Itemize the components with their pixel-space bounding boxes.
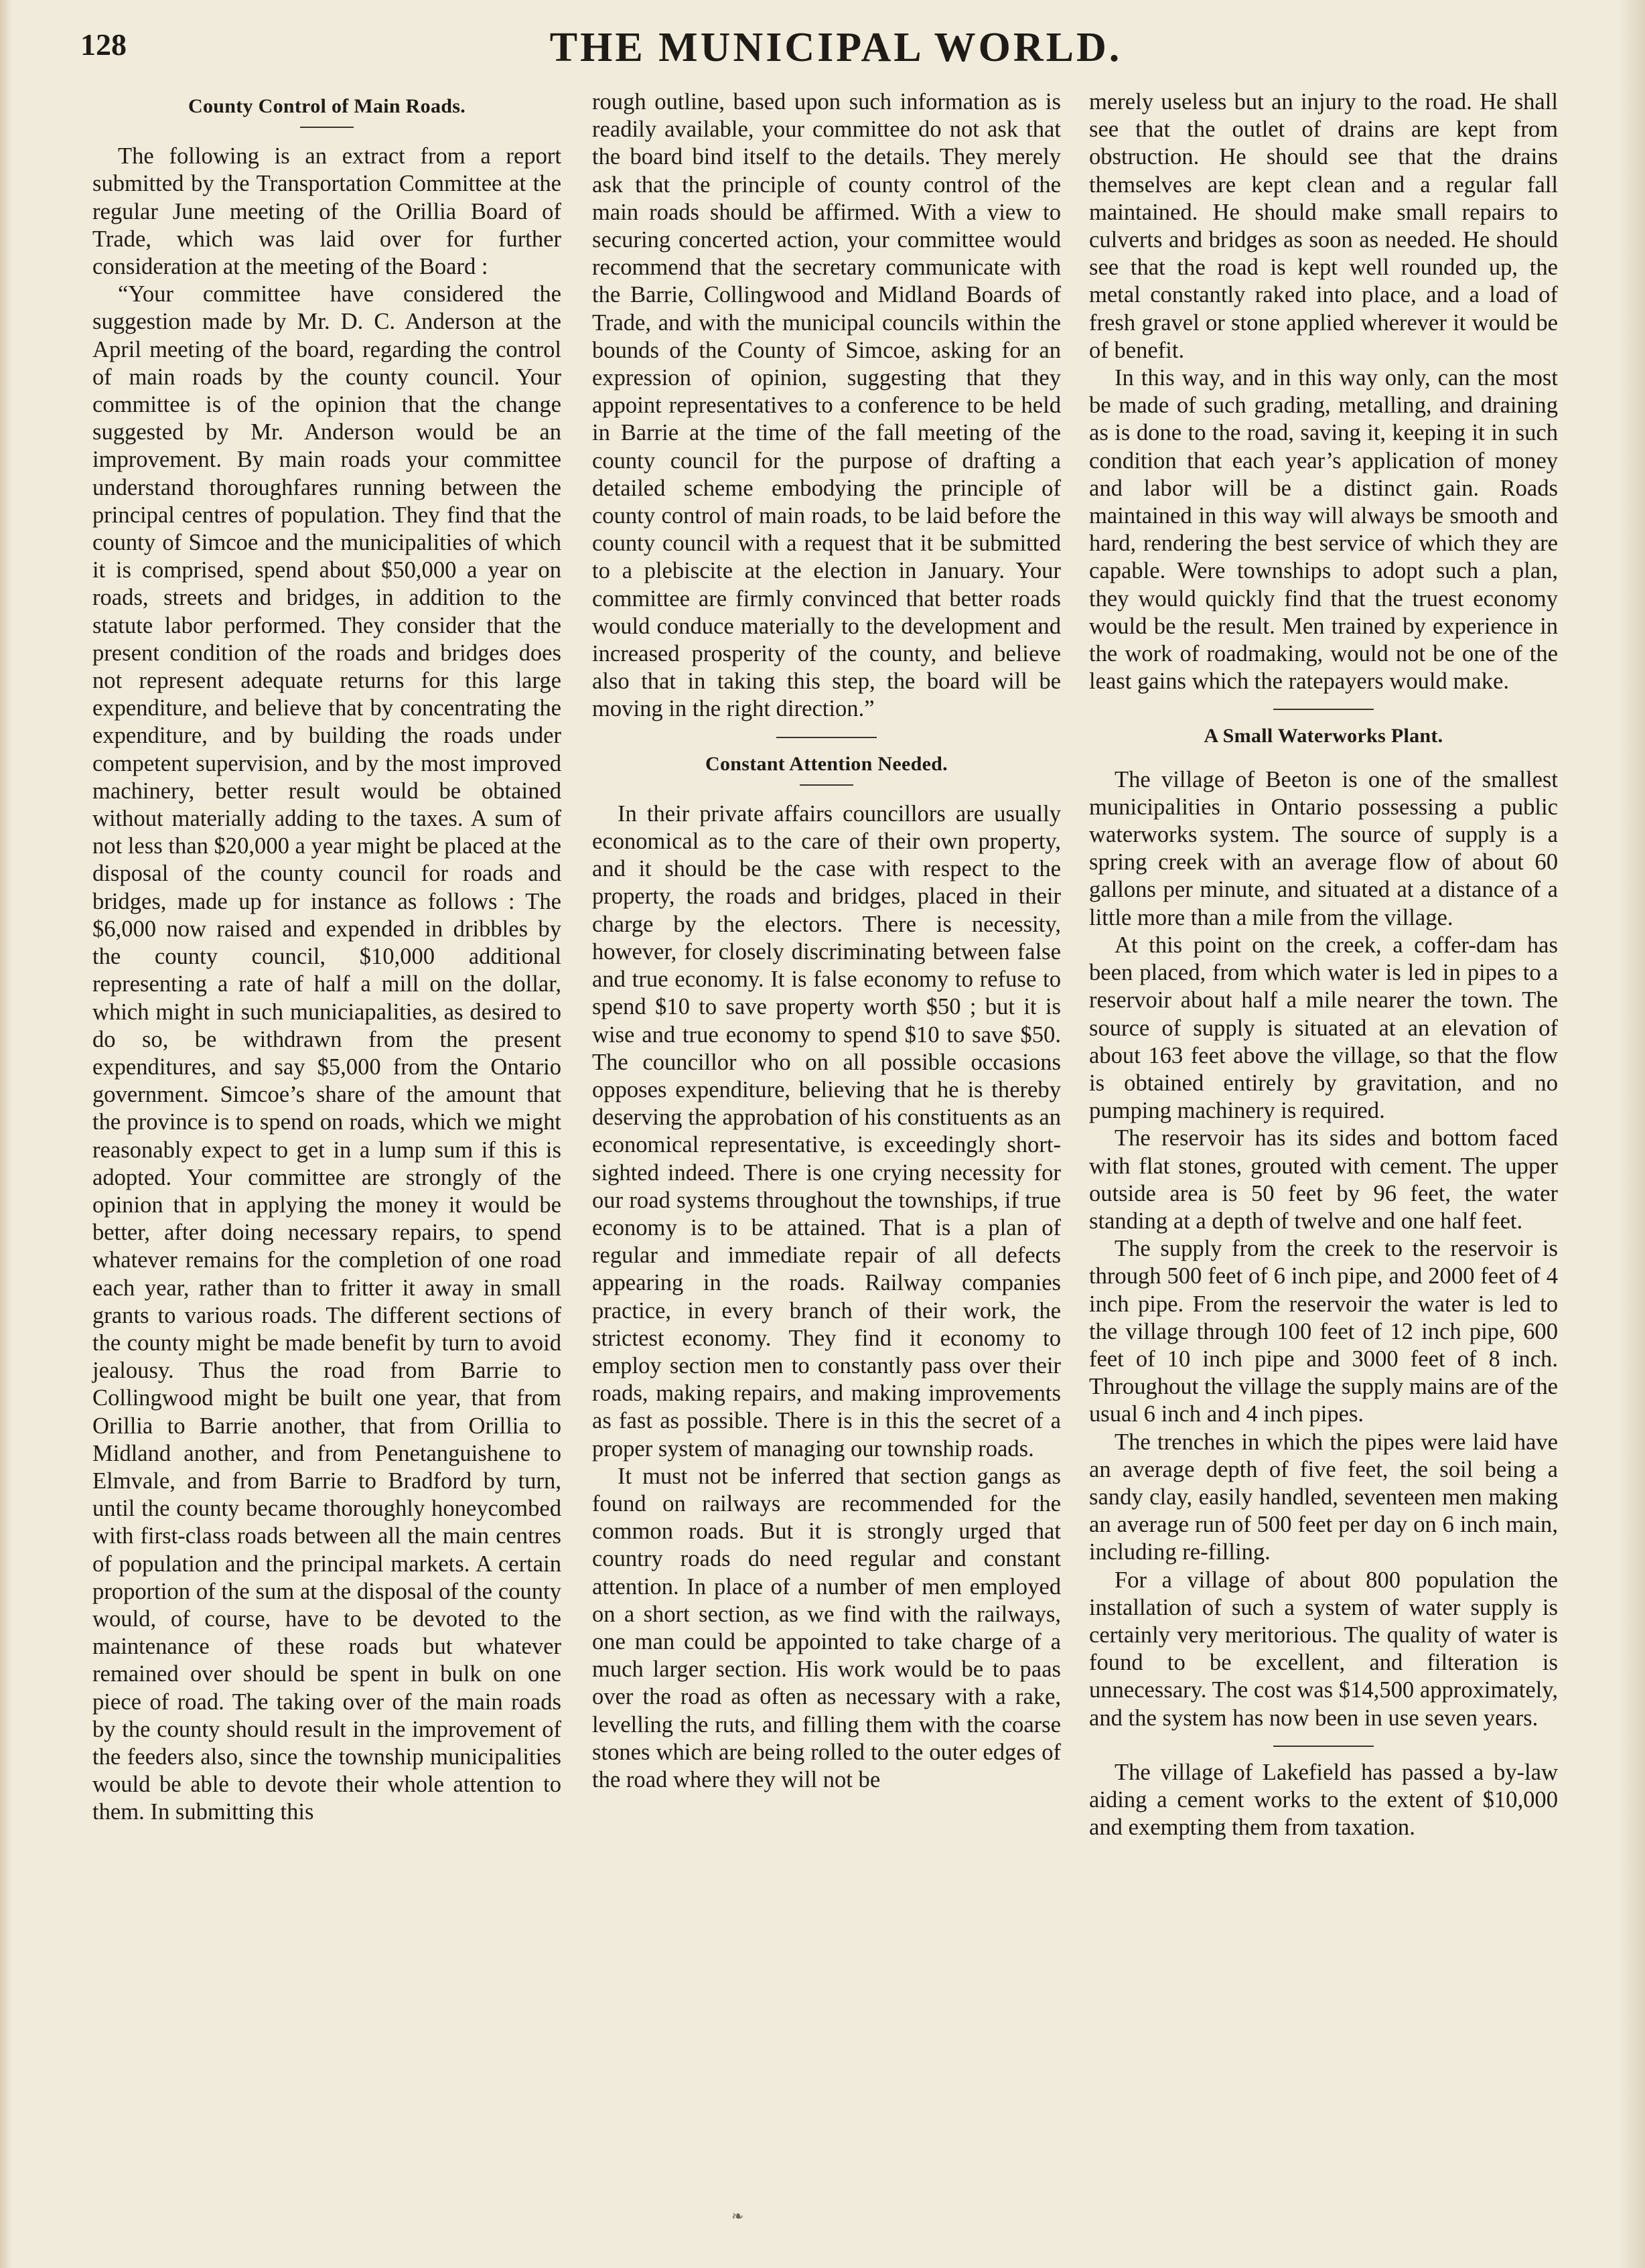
spacer xyxy=(1089,757,1558,766)
article-paragraph: The village of Lakefield has passed a by-law aiding a cement works to the extent of $10,000 and exempting them from taxation. xyxy=(1089,1759,1558,1841)
article-paragraph: rough outline, based upon such information as is readily available, your committee do not ask that the board bind itself to the details. They merely ask that the principle of county control of the main roads should be affirmed. With a view to securing concerted action, your committee would recommend that the secretary communicate with the Barrie, Collingwood and Midland Boards of Trade, and with the municipal councils within the bounds of the County of Simcoe, asking for an expression of opinion, suggesting that they appoint representatives to a conference to be held in Barrie at the time of the fall meeting of the county council for the purpose of drafting a detailed scheme embodying the principle of county control of main roads, to be laid before the county council with a request that it be submitted to a plebiscite at the election in January. Your committee are firmly convinced that better roads would conduce materially to the development and increased prosperity of the county, and believe also that in taking this step, the board will be moving in the right direction.” xyxy=(592,89,1061,722)
article-paragraph: The following is an extract from a report submitted by the Transportation Committee at the regular June meeting of the Orillia Board of Trade, which was laid over for further consideration at the meeting of the Board : xyxy=(92,143,561,280)
printer-ornament-icon: ❧ xyxy=(731,2208,744,2224)
section-divider xyxy=(1273,1746,1374,1747)
article-paragraph: The reservoir has its sides and bottom faced with flat stones, grouted with cement. The upper outside area is 50 feet by 96 feet, the water standing at a depth of twelve and one half feet. xyxy=(1089,1125,1558,1234)
masthead-title: THE MUNICIPAL WORLD. xyxy=(549,25,1123,70)
heading-rule xyxy=(300,127,354,128)
article-paragraph: At this point on the creek, a coffer-dam has been placed, from which water is led in pipes to a reservoir about half a mile nearer the town. The source of supply is situated at an elevation of about 163 feet above the village, so that the flow is obtained entirely by gravitation, and no pumping machinery is required. xyxy=(1089,932,1558,1124)
article-paragraph: In this way, and in this way only, can the most be made of such grading, metalling, and draining as is done to the road, saving it, keeping it in such condition that each year’s application of money and labor will be a distinct gain. Roads maintained in this way will always be smooth and hard, rendering the best service of which they are capable. Were townships to adopt such a plan, they would quickly find that the truest economy would be the result. Men trained by experience in the work of roadmaking, would not be one of the least gains which the ratepayers would make. xyxy=(1089,365,1558,695)
page-number: 128 xyxy=(80,27,127,62)
article-heading-waterworks: A Small Waterworks Plant. xyxy=(1204,725,1443,748)
article-paragraph: It must not be inferred that section gangs as found on railways are recommended for the common roads. But it is strongly urged that country roads do need regular and constant attention. In place of a number of men employed on a short section, as we find with the railways, one man could be appointed to take charge of a much larger section. His work would be to paas over the road as often as necessary with a rake, levelling the ruts, and filling them with the coarse stones which are being rolled to the outer edges of the road where they will not be xyxy=(592,1463,1061,1792)
article-paragraph: The supply from the creek to the reservoir is through 500 feet of 6 inch pipe, and 2000 feet of 4 inch pipe. From the reservoir the water is led to the village through 100 feet of 12 inch pipe, 600 feet of 10 inch pipe and 3000 feet of 8 inch. Throughout the village the supply mains are of the usual 6 inch and 4 inch pipes. xyxy=(1089,1236,1558,1427)
page-edge-left xyxy=(0,0,12,2268)
article-paragraph: The trenches in which the pipes were laid have an average depth of five feet, the soil being a sandy clay, easily handled, seventeen men making an average run of 500 feet per day on 6 inch main, including re-filling. xyxy=(1089,1429,1558,1565)
article-paragraph: “Your committee have considered the suggestion made by Mr. D. C. Anderson at the April meeting of the board, regarding the control of main roads by the county council. Your committee is of the opinion that the change suggested by Mr. Anderson would be an improvement. By main roads your committee understand thoroughfares running between the principal centres of population. They find that the county of Simcoe and the municipalities of which it is comprised, spend about $50,000 a year on roads, streets and bridges, in addition to the statute labor performed. They consider that the present condition of the roads and bridges does not represent adequate returns for this large expenditure, and believe that by concentrating the expenditure, and by building the roads under competent supervision, and by the most improved machinery, better result would be obtained without materially adding to the taxes. A sum of not less than $20,000 a year might be placed at the disposal of the county council for roads and bridges, made up for instance as follows : The $6,000 now raised and expended in dribbles by the county council, $10,000 additional representing a rate of half a mill on the dollar, which might in such municiapalities, as desired to do so, be withdrawn from the present expenditures, and say $5,000 from the Ontario government. Simcoe’s share of the amount that the province is to spend on roads, which we might reasonably expect to get in a lump sum if this is adopted. Your committee are strongly of the opinion that in applying the money it would be better, after doing necessary repairs, to spend whatever remains for the completion of one road each year, rather than to fritter it away in small grants to various roads. The different sections of the county might be made benefit by turn to avoid jealousy. Thus the road from Barrie to Collingwood might be built one year, that from Orillia to Barrie another, that from Orillia to Midland another, and from Penetanguishene to Elmvale, and from Barrie to Bradford by turn, until the county became thoroughly honeycombed with first-class roads between all the main centres of population and the principal markets. A certain proportion of the sum at the disposal of the county would, of course, have to be devoted to the maintenance of these roads but whatever remained over should be spent in bulk on one piece of road. The taking over of the main roads by the county should result in the improvement of the feeders also, since the township municipalities would be able to devote their whole attention to them. In submitting this xyxy=(92,281,562,1825)
column-3 xyxy=(1089,88,1558,1841)
article-paragraph: merely useless but an injury to the road. He shall see that the outlet of drains are kept from obstruction. He should see that the drains themselves are kept clean and a regular fall maintained. He should make small repairs to culverts and bridges as soon as needed. He should see that the road is kept well rounded up, the metal constantly raked into place, and a load of fresh gravel or stone applied wherever it would be of benefit. xyxy=(1089,89,1558,363)
article-heading-county-control: County Control of Main Roads. xyxy=(188,95,466,117)
article-heading-constant-attention: Constant Attention Needed. xyxy=(705,752,948,775)
heading-rule xyxy=(800,784,853,786)
column-1 xyxy=(92,88,561,1827)
article-paragraph: For a village of about 800 population the installation of such a system of water supply is certainly very meritorious. The quality of water is found to be excellent, and filteration is unnecessary. The cost was $14,500 approximately, and the system has now been in use seven years. xyxy=(1089,1567,1558,1731)
section-divider xyxy=(776,737,877,738)
article-paragraph: The village of Beeton is one of the smallest municipalities in Ontario possessing a public waterworks system. The source of supply is a spring creek with an average flow of about 60 gallons per minute, and situated at a distance of a little more than a mile from the village. xyxy=(1089,766,1558,930)
column-2 xyxy=(592,88,1061,1794)
masthead xyxy=(0,24,1645,72)
section-divider xyxy=(1273,709,1374,710)
page-edge-right xyxy=(1618,0,1645,2268)
article-paragraph: In their private affairs councillors are usually economical as to the care of their own property, and it should be the case with respect to the property, the roads and bridges, placed in their charge by the electors. There is necessity, however, for closely discriminating between false and true economy. It is false economy to refuse to spend $10 to save property worth $50 ; but it is wise and true economy to spend $10 to save $50. The councillor who on all possible occasions opposes expenditure, believing that he is thereby deserving the approbation of his constituents as an economical representative, is exceedingly short-sighted indeed. There is one crying necessity for our road systems throughout the townships, if true economy is to be attained. That is a plan of regular and immediate repair of all defects appearing in the roads. Railway companies practice, in every branch of their work, the strictest economy. They find it economy to employ section men to constantly pass over their roads, making repairs, and making improvements as fast as possible. There is in this the secret of a proper system of managing our township roads. xyxy=(592,800,1061,1462)
